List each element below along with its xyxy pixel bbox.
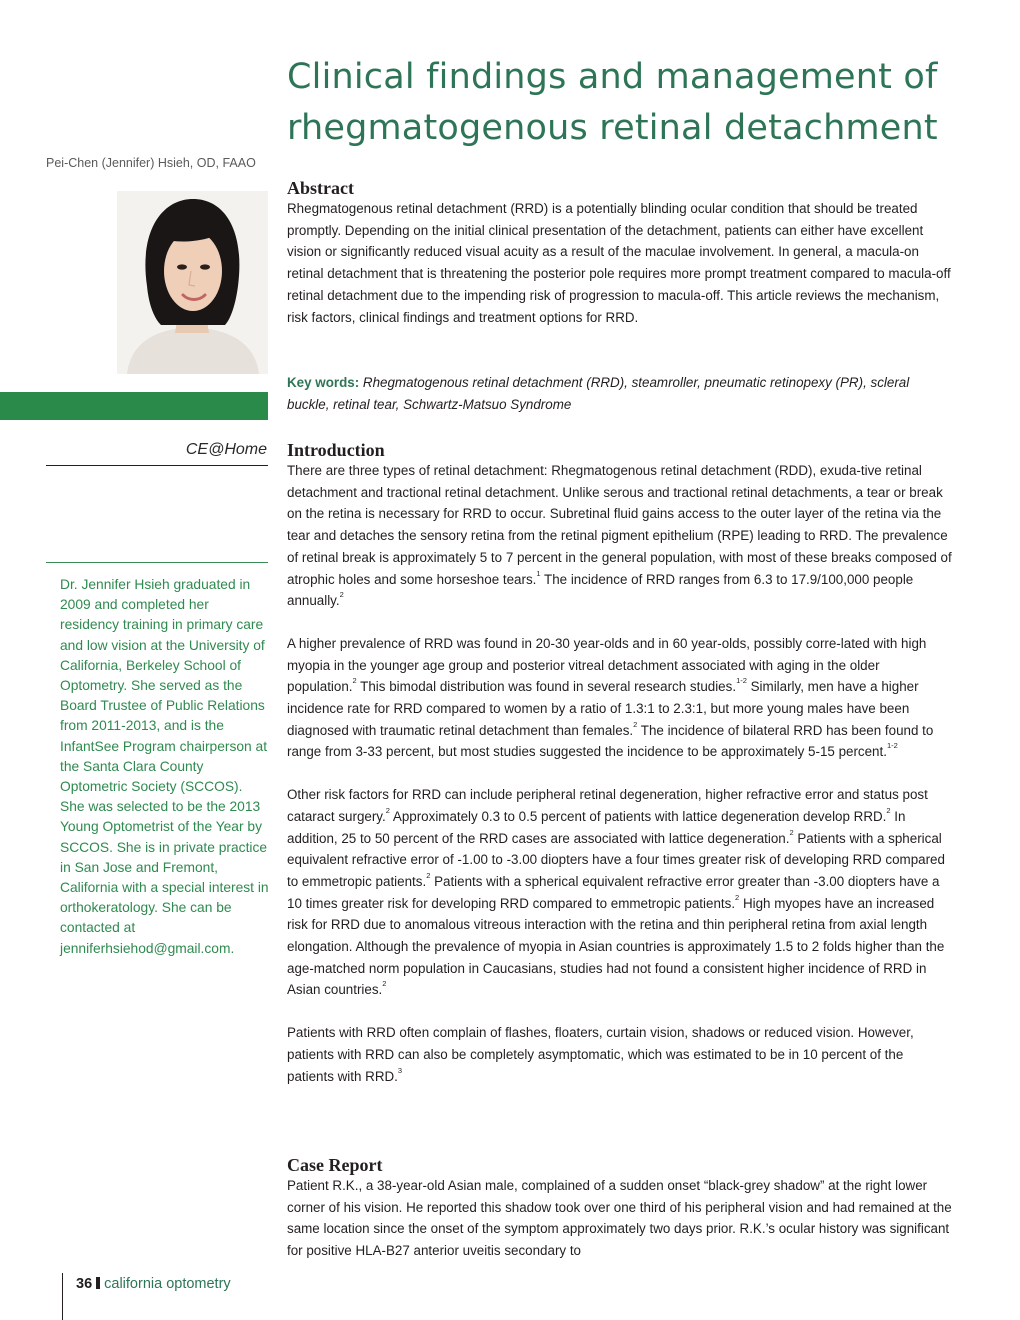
- intro-paragraph-4: Patients with RRD often complain of flashes, floaters, curtain vision, shadows or reduced vision. However, patients with RRD can also be completely asymptomatic, which was estimated to be in 10 percent of the patients with RRD.$^3$: [287, 1025, 914, 1084]
- footer-rule: [62, 1273, 63, 1320]
- page-footer: [76, 1276, 231, 1292]
- bio-divider: [46, 562, 268, 563]
- author-portrait-image: [117, 191, 268, 374]
- introduction-heading: Introduction: [287, 440, 385, 460]
- author-byline: Pei-Chen (Jennifer) Hsieh, OD, FAAO: [46, 156, 256, 170]
- intro-paragraph-3: Other risk factors for RRD can include peripheral retinal degeneration, higher refractive error and status post cataract surgery.$^2$ Approximately 0.3 to 0.5 percent of patients with lattice degeneration develop RRD.$^2$ In addition, 25 to 50 percent of the RRD cases are associated with lattice degeneration.$^2$ Patients with a spherical equivalent refractive error of -1.00 to -3.00 diopters have a four times greater risk of developing RRD compared to emmetropic patients.$^2$ Patients with a spherical equivalent refractive error greater than -3.00 diopters have a 10 times greater risk for developing RRD compared to emmetropic patients.$^2$ High myopes have an increased risk for RRD due to anomalous vitreous interaction with the retina and thin peripheral retina from axial length elongation. Although the prevalence of myopia in Asian countries is approximately 1.5 to 2 folds higher than the age-matched norm population in Caucasians, studies had not found a consistent higher incidence of RRD in Asian countries.$^2$: [287, 787, 945, 998]
- title-line-2: rhegmatogenous retinal detachment: [287, 108, 938, 148]
- case-report-text: Patient R.K., a 38-year-old Asian male, complained of a sudden onset “black-grey shadow” at the right lower corner of his vision. He reported this shadow took over one third of his peripheral vision and had remained at the same location since the onset of the symptom approximately two days prior. R.K.’s ocular history was significant for positive HLA-B27 anterior uveitis secondary to: [287, 1178, 952, 1259]
- footer-separator: [96, 1277, 100, 1289]
- keywords-label: Key words:: [287, 375, 360, 390]
- intro-paragraph-1: There are three types of retinal detachment: Rhegmatogenous retinal detachment (RDD), exuda-tive retinal detachment and tractional retinal detachment. Unlike serous and tractional retinal detachments, a tear or break on the retina is necessary for RRD to occur. Subretinal fluid gains access to the outer layer of the retina via the tear and detaches the sensory retina from the retinal pigment epithelium (RPE) leading to RRD. The prevalence of retinal break is approximately 5 to 7 percent in the general population, with most of these breaks composed of atrophic holes and some horseshoe tears.$^1$ The incidence of RRD ranges from 6.3 to 17.9/100,000 people annually.$^2$: [287, 463, 952, 609]
- case-report-section: [287, 1155, 952, 1262]
- abstract-section: [287, 178, 952, 328]
- green-accent-bar: [0, 392, 268, 420]
- publication-name: california optometry: [104, 1276, 231, 1292]
- intro-paragraph-2: A higher prevalence of RRD was found in 20-30 year-olds and in 60 year-olds, possibly corre-lated with high myopia in the younger age group and posterior vitreal detachment associated with aging in the older population.$^2$ This bimodal distribution was found in several research studies.$^{1-2}$ Similarly, men have a higher incidence rate for RRD compared to women by a ratio of 1.3:1 to 2.3:1, but more young males have been diagnosed with traumatic retinal detachment than females.$^2$ The incidence of bilateral RRD has been found to range from 3-33 percent, but most studies suggested the incidence to be approximately 5-15 percent.$^{1-2}$: [287, 635, 934, 760]
- introduction-section: [287, 440, 952, 1087]
- badge-divider: [46, 465, 268, 466]
- article-title: [287, 52, 987, 154]
- ce-home-badge: CE@Home: [185, 441, 267, 458]
- author-bio: Dr. Jennifer Hsieh graduated in 2009 and completed her residency training in primary care and low vision at the University of California, Berkeley School of Optometry. She served as the Board Trustee of Public Relations from 2011-2013, and is the InfantSee Program chairperson at the Santa Clara County Optometric Society (SCCOS). She was selected to be the 2013 Young Optometrist of the Year by SCCOS. She is in private practice in San Jose and Fremont, California with a special interest in orthokeratology. She can be contacted at jenniferhsiehod@gmail.com.: [60, 577, 269, 956]
- page-number: 36: [76, 1276, 93, 1292]
- keywords-text: Rhegmatogenous retinal detachment (RRD), steamroller, pneumatic retinopexy (PR), scleral buckle, retinal tear, Schwartz-Matsuo Syndrome: [287, 375, 910, 412]
- abstract-heading: Abstract: [287, 178, 354, 198]
- case-report-heading: Case Report: [287, 1155, 383, 1175]
- abstract-text: Rhegmatogenous retinal detachment (RRD) is a potentially blinding ocular condition that should be treated promptly. Depending on the initial clinical presentation of the detachment, patients can either have excellent vision or significantly reduced visual acuity as a result of the maculae involvement. In general, a macula-on retinal detachment that is threatening the posterior pole requires more prompt treatment compared to macula-off retinal detachment due to the impending risk of progression to macula-off. This article reviews the mechanism, risk factors, clinical findings and treatment options for RRD.: [287, 201, 951, 325]
- keywords-section: [287, 372, 952, 416]
- author-photo: [117, 191, 268, 374]
- title-line-1: Clinical findings and management of: [287, 57, 938, 97]
